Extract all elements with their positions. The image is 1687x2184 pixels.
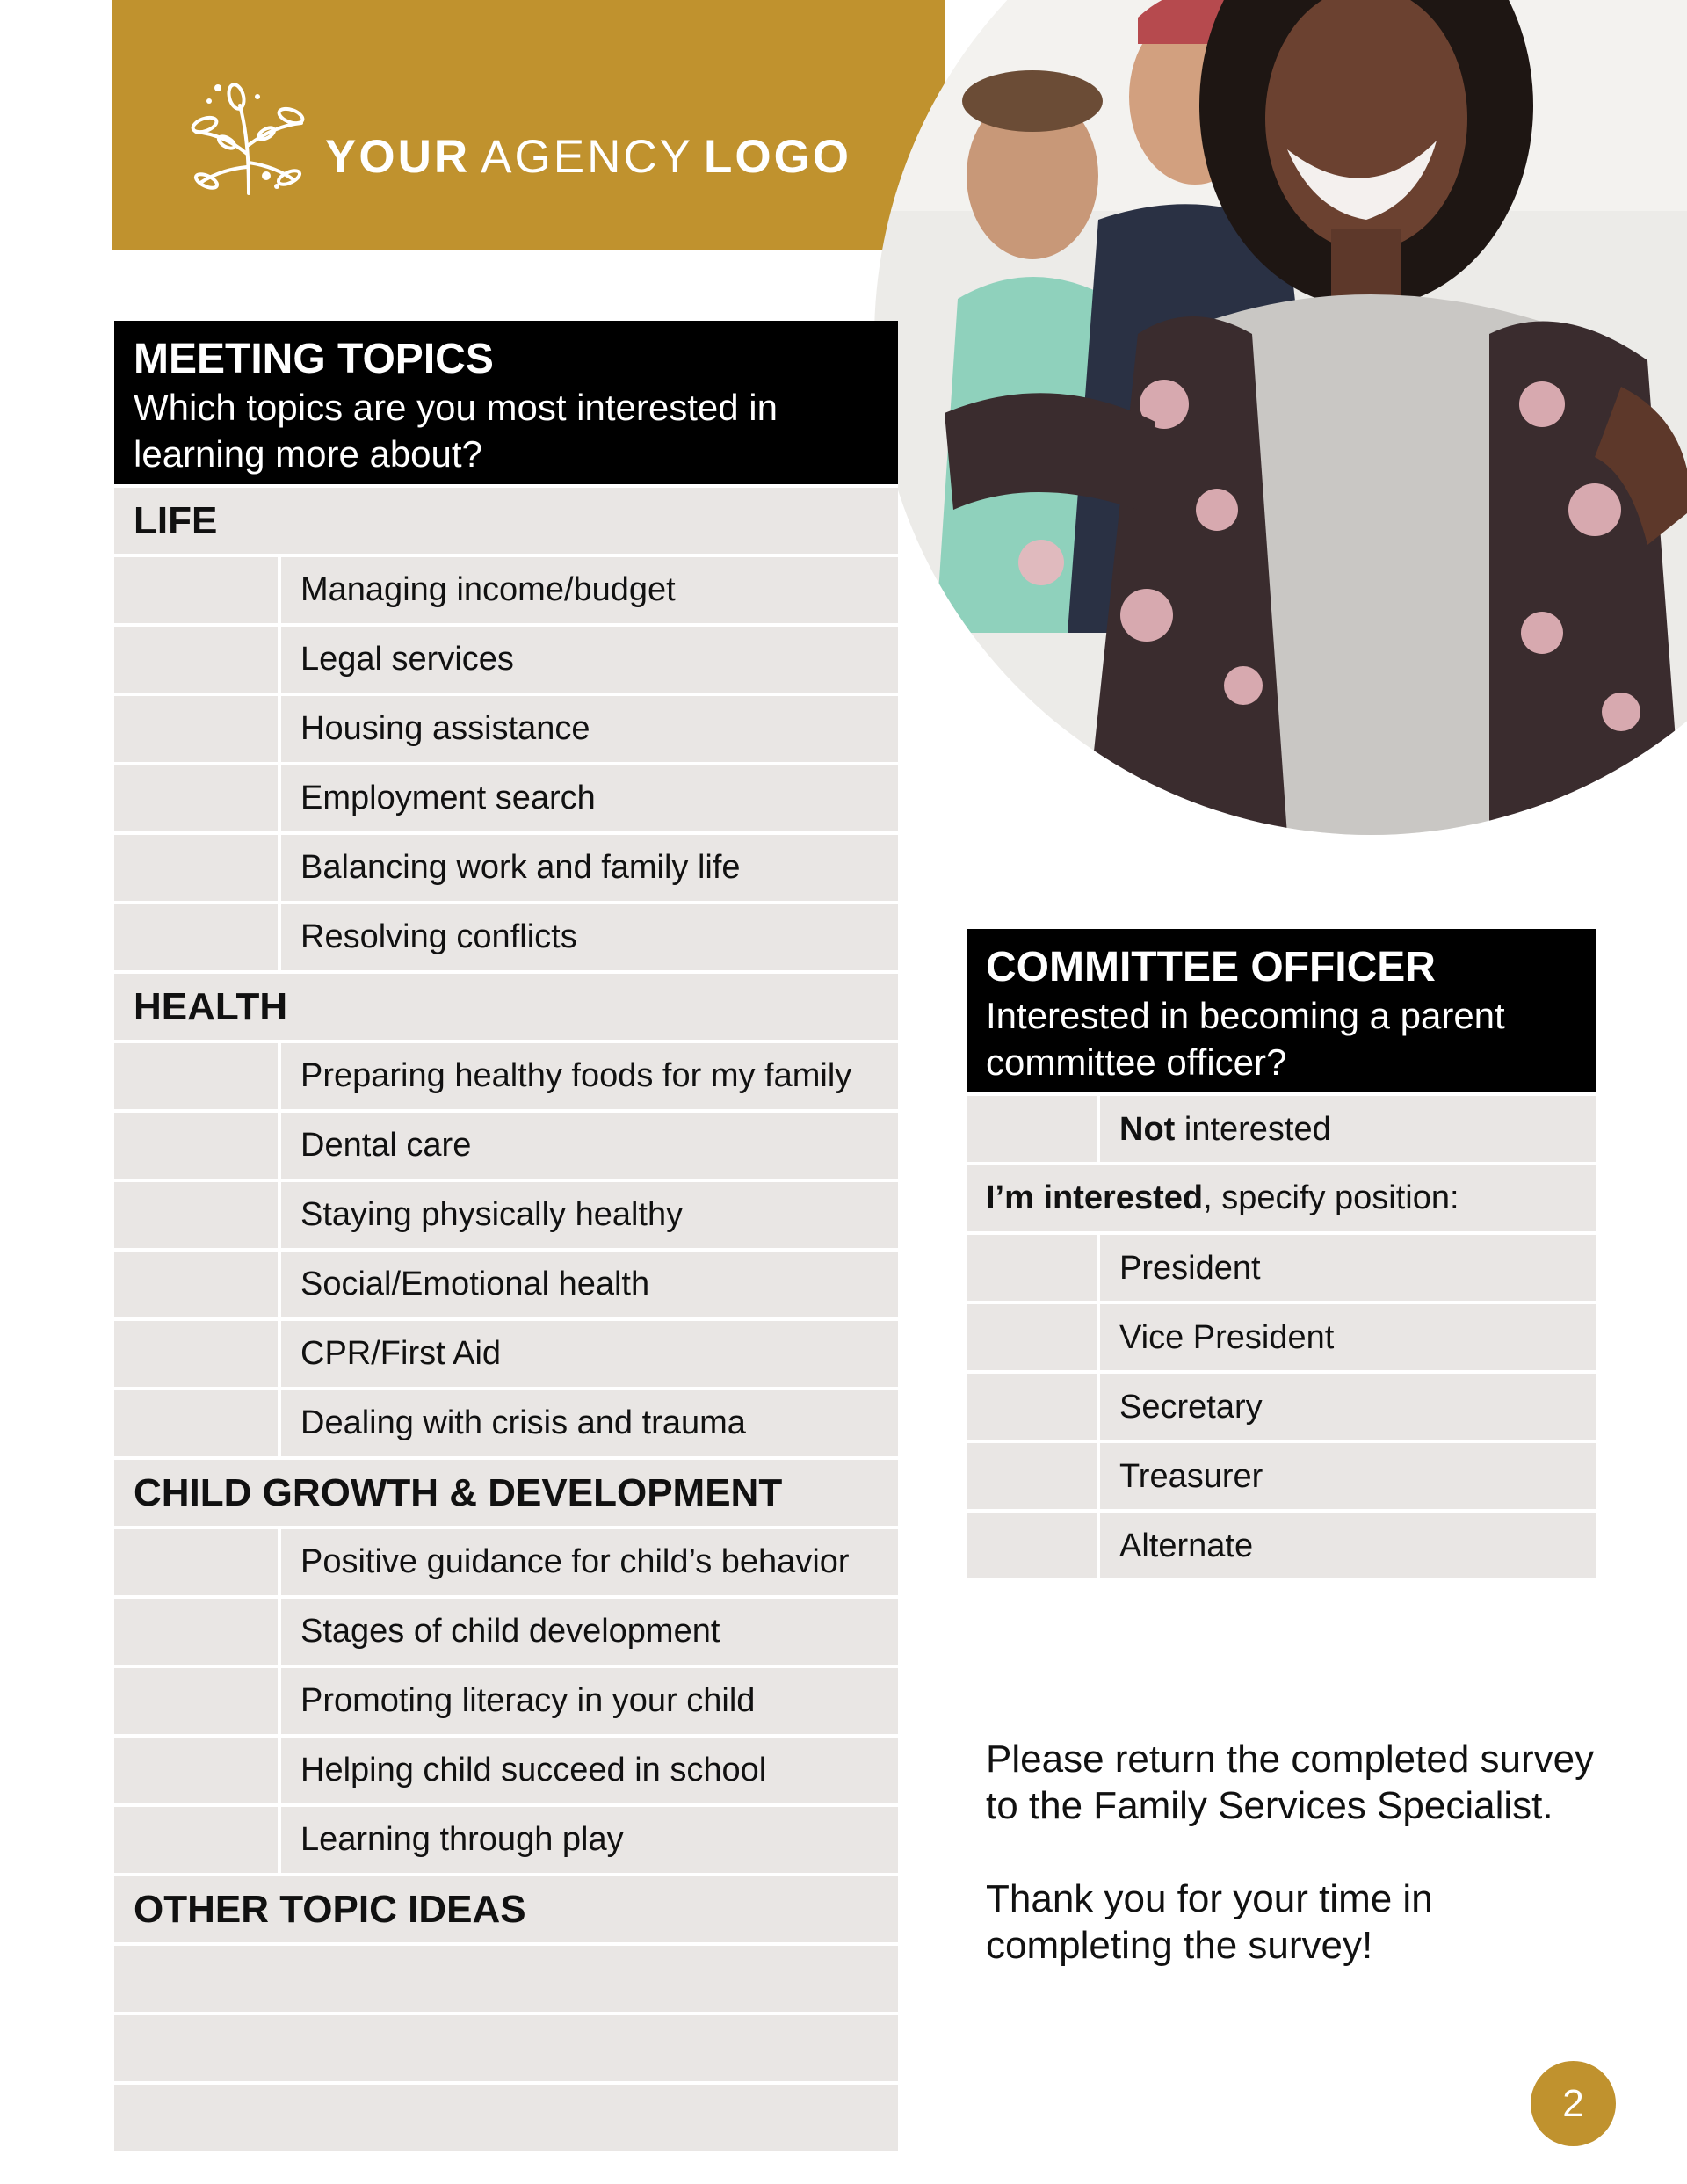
topic-label: Promoting literacy in your child: [300, 1682, 756, 1719]
topic-label: Helping child succeed in school: [300, 1752, 767, 1789]
topic-row: [114, 1109, 898, 1179]
topic-checkbox[interactable]: [114, 1113, 281, 1179]
interested-bold: I’m interested: [986, 1179, 1204, 1216]
blank-topic-line[interactable]: [114, 2081, 898, 2151]
position-checkbox[interactable]: [967, 1513, 1100, 1578]
topic-row: [114, 1040, 898, 1109]
topic-row: [114, 1526, 898, 1595]
position-label: Vice President: [1119, 1318, 1335, 1356]
closing-message: [986, 1736, 1618, 2015]
topic-section-heading: OTHER TOPIC IDEAS: [114, 1873, 898, 1942]
topic-label: Preparing healthy foods for my family: [300, 1057, 852, 1094]
not-interested-label: [1100, 1110, 1331, 1148]
committee-officer-subtitle-line2: committee officer?: [986, 1041, 1287, 1083]
topic-label: Managing income/budget: [300, 571, 676, 608]
topic-row: [114, 1595, 898, 1665]
topic-row: [114, 1317, 898, 1387]
agency-logo-text: [325, 130, 851, 184]
topic-row: [114, 1665, 898, 1734]
topic-row: [114, 554, 898, 623]
return-line-1: Please return the completed survey: [986, 1738, 1595, 1781]
position-label: President: [1119, 1249, 1261, 1287]
position-checkbox[interactable]: [967, 1235, 1100, 1301]
laughing-people-illustration: [874, 0, 1687, 835]
position-row: [967, 1440, 1596, 1509]
topic-row: [114, 831, 898, 901]
topic-checkbox[interactable]: [114, 835, 281, 901]
logo-word-logo: LOGO: [703, 131, 852, 183]
meeting-topics-header: [114, 321, 898, 484]
meeting-topics-subtitle-line1: Which topics are you most interested in: [134, 387, 778, 428]
topic-checkbox[interactable]: [114, 1390, 281, 1456]
not-interested-rest: interested: [1175, 1110, 1331, 1148]
not-interested-checkbox[interactable]: [967, 1096, 1100, 1162]
topic-checkbox[interactable]: [114, 1807, 281, 1873]
topic-label: Dealing with crisis and trauma: [300, 1404, 746, 1441]
blank-topic-line[interactable]: [114, 2012, 898, 2081]
position-row: [967, 1509, 1596, 1578]
position-checkbox[interactable]: [967, 1304, 1100, 1370]
agency-logo-band: [112, 0, 945, 250]
topic-row: [114, 693, 898, 762]
topic-row: [114, 1734, 898, 1803]
topic-checkbox[interactable]: [114, 557, 281, 623]
topic-label: Staying physically healthy: [300, 1196, 684, 1233]
topic-section-heading: LIFE: [114, 484, 898, 554]
page-number-badge: 2: [1531, 2061, 1616, 2146]
topic-checkbox[interactable]: [114, 1252, 281, 1317]
topic-rows: [114, 484, 898, 2151]
topic-label: Learning through play: [300, 1821, 624, 1858]
topic-label: Employment search: [300, 780, 596, 816]
topic-label: Housing assistance: [300, 710, 590, 747]
committee-officer-subtitle-line1: Interested in becoming a parent: [986, 995, 1505, 1036]
topic-checkbox[interactable]: [114, 1043, 281, 1109]
return-instructions: [986, 1736, 1618, 1829]
topic-label: Resolving conflicts: [300, 918, 577, 955]
committee-officer-title: COMMITTEE OFFICER: [986, 944, 1436, 990]
topic-label: Positive guidance for child’s behavior: [300, 1543, 850, 1580]
topic-section-heading: HEALTH: [114, 970, 898, 1040]
topic-row: [114, 762, 898, 831]
topic-checkbox[interactable]: [114, 1599, 281, 1665]
thanks-line-2: completing the survey!: [986, 1924, 1373, 1967]
logo-word-agency: AGENCY: [481, 131, 693, 183]
topic-checkbox[interactable]: [114, 627, 281, 693]
committee-officer-panel: [967, 929, 1596, 1578]
topic-checkbox[interactable]: [114, 765, 281, 831]
interested-rest: , specify position:: [1203, 1179, 1459, 1216]
topic-row: [114, 901, 898, 970]
topic-checkbox[interactable]: [114, 696, 281, 762]
meeting-topics-subtitle-line2: learning more about?: [134, 433, 482, 475]
topic-checkbox[interactable]: [114, 1529, 281, 1595]
return-line-2: to the Family Services Specialist.: [986, 1784, 1553, 1827]
position-rows: [967, 1231, 1596, 1578]
position-row: [967, 1301, 1596, 1370]
topic-row: [114, 1803, 898, 1873]
position-label: Secretary: [1119, 1388, 1263, 1426]
topic-label: Stages of child development: [300, 1613, 720, 1650]
people-photo: [874, 0, 1687, 835]
topic-checkbox[interactable]: [114, 1321, 281, 1387]
topic-label: Balancing work and family life: [300, 849, 741, 886]
topic-row: [114, 1248, 898, 1317]
logo-word-your: YOUR: [325, 131, 471, 183]
thank-you-note: [986, 1876, 1618, 1969]
topic-label: CPR/First Aid: [300, 1335, 502, 1372]
topic-row: [114, 1179, 898, 1248]
topic-checkbox[interactable]: [114, 1668, 281, 1734]
position-label: Alternate: [1119, 1527, 1254, 1564]
position-label: Treasurer: [1119, 1457, 1263, 1495]
meeting-topics-title: MEETING TOPICS: [134, 336, 494, 382]
topic-label: Social/Emotional health: [300, 1266, 650, 1302]
position-checkbox[interactable]: [967, 1374, 1100, 1440]
thanks-line-1: Thank you for your time in: [986, 1877, 1433, 1920]
position-row: [967, 1370, 1596, 1440]
floral-sprig-icon: [178, 70, 319, 198]
topic-checkbox[interactable]: [114, 1182, 281, 1248]
committee-officer-header: [967, 929, 1596, 1092]
topic-row: [114, 623, 898, 693]
topic-checkbox[interactable]: [114, 1738, 281, 1803]
position-checkbox[interactable]: [967, 1443, 1100, 1509]
topic-section-heading: CHILD GROWTH & DEVELOPMENT: [114, 1456, 898, 1526]
topic-label: Legal services: [300, 641, 514, 678]
meeting-topics-panel: [114, 321, 898, 2151]
topic-label: Dental care: [300, 1127, 472, 1164]
topic-row: [114, 1387, 898, 1456]
not-interested-row: [967, 1092, 1596, 1162]
not-interested-bold: Not: [1119, 1110, 1176, 1148]
blank-topic-line[interactable]: [114, 1942, 898, 2012]
position-row: [967, 1231, 1596, 1301]
topic-checkbox[interactable]: [114, 904, 281, 970]
interested-row: [967, 1162, 1596, 1231]
